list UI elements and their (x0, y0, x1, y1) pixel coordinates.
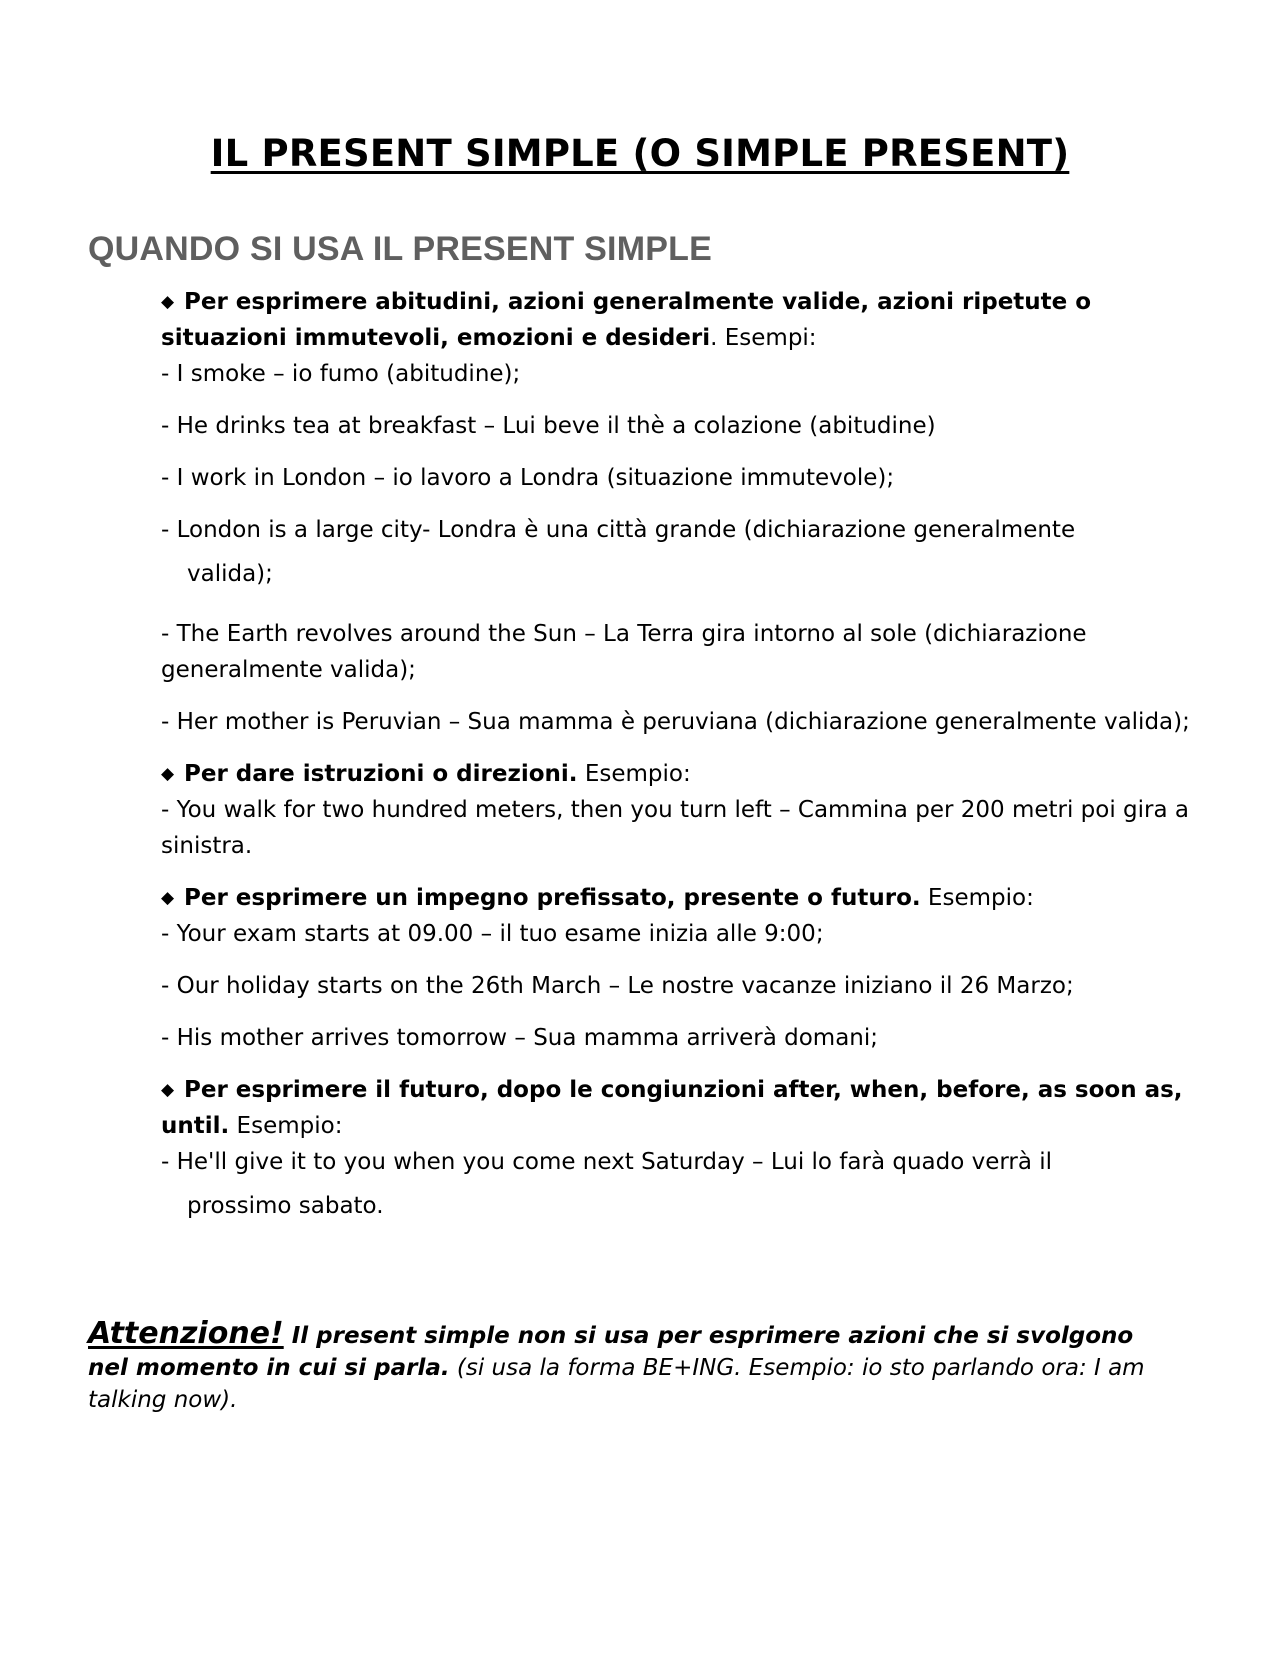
usage-item-scheduled (161, 880, 1201, 916)
usage-item-instructions (161, 756, 1201, 792)
usage-item-heading: Per esprimere abitudini, azioni generalmente valide, azioni ripetute o situazioni immutevoli, emozioni e desideri (161, 289, 1092, 351)
document-title-text: IL PRESENT SIMPLE (O SIMPLE PRESENT) (210, 132, 1070, 175)
diamond-bullet-icon: ◆ (161, 292, 175, 312)
usage-item-heading: Per esprimere il futuro, dopo le congiunzioni after, when, before, as soon as, until. (161, 1077, 1183, 1139)
section-heading: QUANDO SI USA IL PRESENT SIMPLE (88, 230, 712, 268)
attention-italic-text: (si usa la forma BE+ING. Esempio: io sto parlando ora: I am talking now). (88, 1355, 1145, 1413)
usage-item-tail: Esempio: (577, 761, 691, 787)
example-line-continued (161, 1180, 1201, 1232)
example-line: - He drinks tea at breakfast – Lui beve il thè a colazione (abitudine) (161, 413, 936, 439)
usage-item-tail: Esempio: (920, 885, 1034, 911)
usage-item-tail: . Esempi: (710, 325, 817, 351)
example-line: - Her mother is Peruvian – Sua mamma è peruviana (dichiarazione generalmente valida); (161, 709, 1190, 735)
diamond-bullet-icon: ◆ (161, 888, 175, 908)
example-line: - I work in London – io lavoro a Londra (situazione immutevole); (161, 465, 895, 491)
usage-item-heading: Per dare istruzioni o direzioni. (184, 761, 578, 787)
example-line: - The Earth revolves around the Sun – La Terra gira intorno al sole (dichiarazione generalmente valida); (161, 621, 1087, 683)
example-continuation: valida); (187, 561, 273, 587)
usage-list (161, 284, 1201, 1232)
example-line: - You walk for two hundred meters, then you turn left – Cammina per 200 metri poi gira a sinistra. (161, 797, 1189, 859)
usage-item-habits (161, 284, 1201, 356)
example-line: - He'll give it to you when you come next Saturday – Lui lo farà quado verrà il (161, 1149, 1053, 1175)
example-line: - Your exam starts at 09.00 – il tuo esame inizia alle 9:00; (161, 921, 824, 947)
attention-note (88, 1318, 1148, 1416)
document-title (0, 132, 1280, 175)
example-line: - Our holiday starts on the 26th March – Le nostre vacanze iniziano il 26 Marzo; (161, 973, 1074, 999)
example-line-continued (161, 548, 1201, 600)
attention-heading: Attenzione! (88, 1316, 284, 1351)
example-line: - I smoke – io fumo (abitudine); (161, 361, 521, 387)
example-line: - His mother arrives tomorrow – Sua mamma arriverà domani; (161, 1025, 878, 1051)
example-continuation: prossimo sabato. (187, 1193, 384, 1219)
diamond-bullet-icon: ◆ (161, 1080, 175, 1100)
usage-item-heading: Per esprimere un impegno prefissato, presente o futuro. (184, 885, 921, 911)
usage-item-future-conjunctions (161, 1072, 1201, 1144)
example-line: - London is a large city- Londra è una città grande (dichiarazione generalmente (161, 517, 1076, 543)
attention-bold-text: Il present simple non si usa per esprimere azioni che si svolgono nel momento in cui si parla. (88, 1323, 1134, 1381)
usage-item-tail: Esempio: (229, 1113, 343, 1139)
diamond-bullet-icon: ◆ (161, 764, 175, 784)
